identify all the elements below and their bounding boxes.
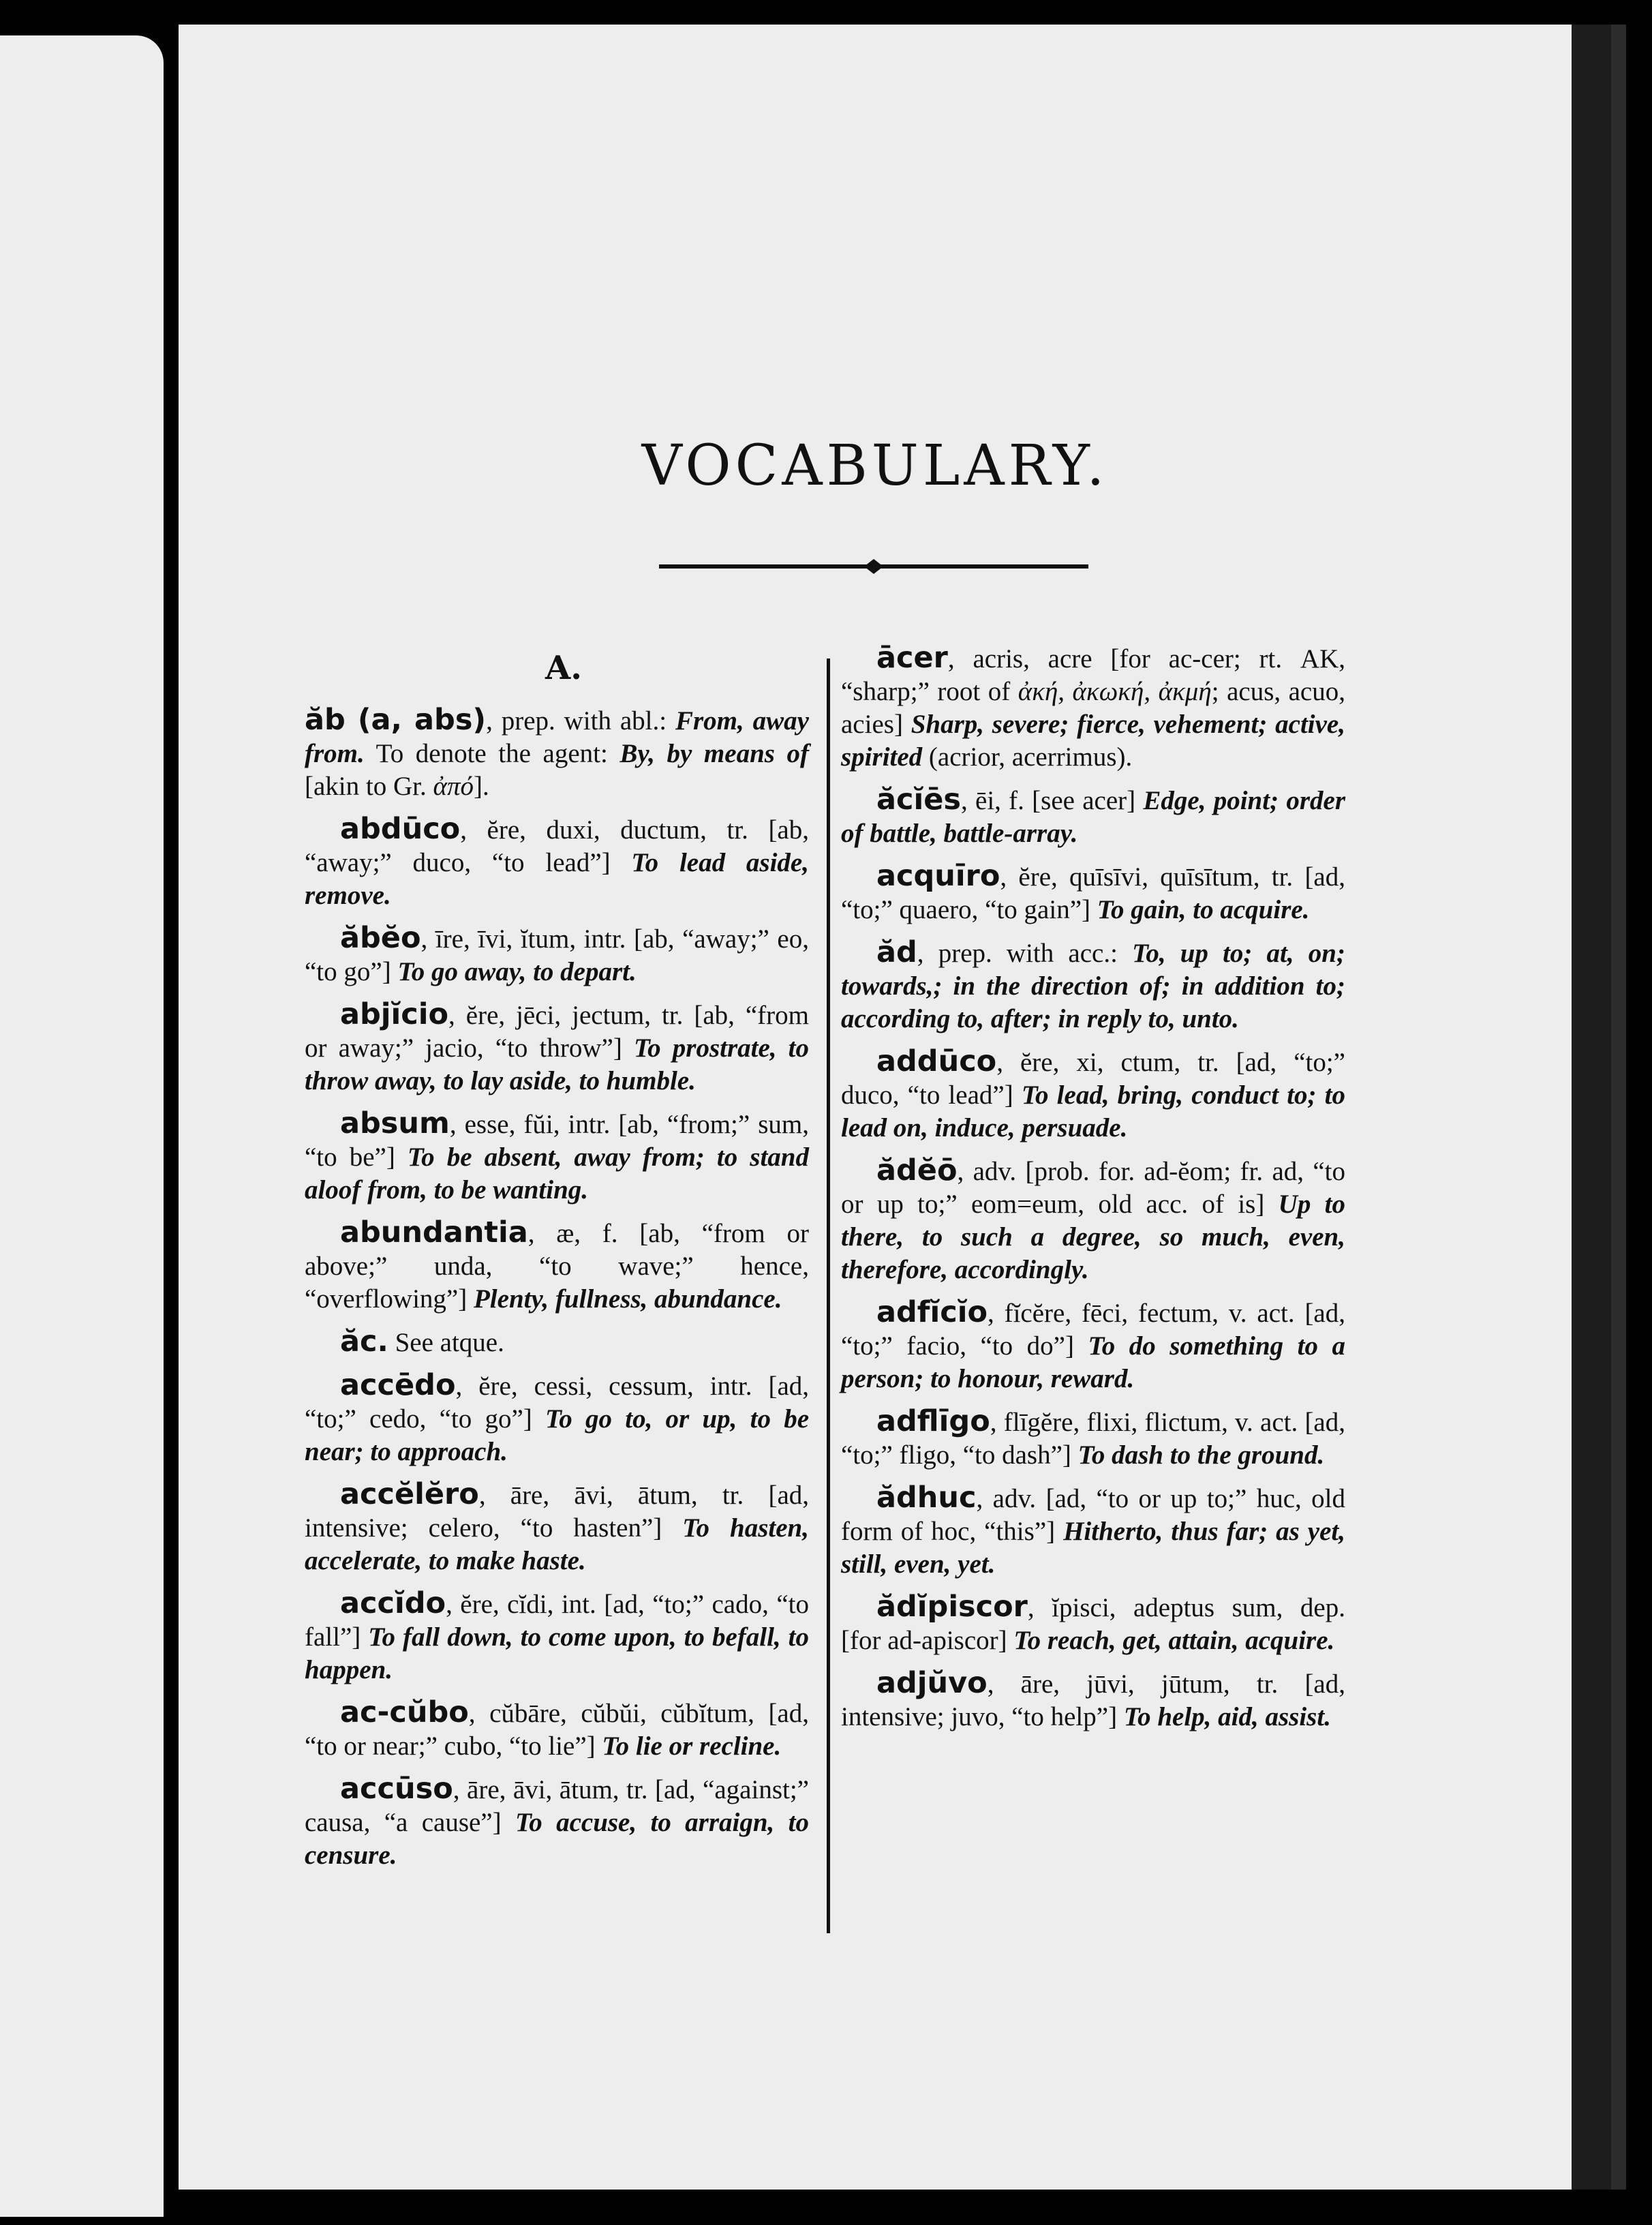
- vocab-entry: [305, 1107, 809, 1207]
- entry-definition: To, up to; at, on; towards,; in the direction of; in addition to; according to, after; in reply to, unto.: [841, 939, 1345, 1033]
- entry-headword: accĕlĕro: [340, 1477, 479, 1511]
- entry-definition: To go to, or up, to be near; to approach.: [305, 1404, 810, 1466]
- column-divider: [827, 659, 830, 1933]
- entry-definition: To lead, bring, conduct to; to lead on, induce, persuade.: [841, 1080, 1345, 1142]
- entry-definition: To hasten, accelerate, to make haste.: [305, 1513, 809, 1575]
- entry-headword: ăcĭēs: [876, 783, 962, 817]
- entry-definition: To be absent, away from; to stand aloof from, to be wanting.: [305, 1142, 809, 1205]
- entry-headword: accūso: [340, 1772, 453, 1806]
- entry-definition: Plenty, fullness, abundance.: [473, 1284, 782, 1314]
- vocab-entry: [305, 1478, 809, 1577]
- entry-headword: adjŭvo: [876, 1666, 988, 1700]
- entry-text: , æ, f. [ab, “from or above;” unda, “to wave;” hence, “overflowing”]: [305, 1219, 809, 1314]
- entry-text: (acrior, acerrimus).: [922, 742, 1133, 772]
- page-title: VOCABULARY.: [641, 434, 1109, 498]
- entry-text: , ĕre, jēci, jectum, tr. [ab, “from or away;” jacio, “to throw”]: [305, 1001, 809, 1063]
- vocab-entry: [305, 998, 809, 1098]
- entry-headword: ădĭpiscor: [876, 1590, 1028, 1624]
- title-ornament-rule: [656, 549, 1092, 584]
- entry-headword: adflīgo: [876, 1404, 990, 1438]
- entry-text: , ĕre, quīsīvi, quīsītum, tr. [ad, “to;” quaero, “to gain”]: [841, 862, 1345, 924]
- entry-text: , cŭbāre, cŭbŭi, cŭbĭtum, [ad, “to or near;” cubo, “to lie”]: [305, 1699, 809, 1761]
- entry-headword: ădĕō: [876, 1153, 958, 1187]
- entry-text: , adv. [ad, “to or up to;” huc, old form of hoc, “this”]: [841, 1484, 1345, 1546]
- entry-definition: To prostrate, to throw away, to lay aside, to humble.: [305, 1033, 809, 1095]
- entry-text: , ĕre, xi, ctum, tr. [ad, “to;” duco, “to lead”]: [841, 1048, 1345, 1110]
- vocab-entry: [841, 1481, 1345, 1581]
- entry-text: , esse, fŭi, intr. [ab, “from;” sum, “to be”]: [305, 1110, 809, 1172]
- entry-headword: accēdo: [340, 1368, 456, 1402]
- entry-definition: To lead aside, remove.: [305, 848, 809, 910]
- vocab-entry: [305, 1369, 809, 1468]
- entry-text: ].: [473, 772, 489, 801]
- entry-greek: ἀπό: [433, 772, 474, 801]
- vocab-entry: [841, 860, 1345, 926]
- vocab-entry: [305, 1772, 809, 1872]
- entry-headword: ăbĕo: [340, 921, 421, 955]
- entry-definition: To accuse, to arraign, to censure.: [305, 1808, 809, 1870]
- entry-definition: To gain, to acquire.: [1097, 895, 1310, 924]
- page-stack-edge: [1572, 25, 1611, 2190]
- vocab-entry: [841, 783, 1345, 850]
- right-column: [841, 641, 1345, 1743]
- entry-definition: Up to there, to such a degree, so much, even, therefore, accordingly.: [841, 1190, 1346, 1284]
- vocab-entry: [841, 1405, 1345, 1472]
- entry-headword: acquīro: [876, 859, 1000, 893]
- entry-headword: addūco: [876, 1044, 997, 1078]
- entry-text: , īre, īvi, ĭtum, intr. [ab, “away;” eo, “to go”]: [305, 924, 809, 986]
- entry-text: , flīgĕre, flixi, flictum, v. act. [ad, “to;” fligo, “to dash”]: [841, 1408, 1345, 1470]
- entry-text: , ēi, f. [see acer]: [961, 786, 1144, 815]
- entry-definition: Edge, point; order of battle, battle-array.: [841, 786, 1345, 848]
- vocab-entry: [305, 703, 809, 803]
- entry-headword: ācer: [876, 641, 948, 675]
- vocab-entry: [305, 922, 809, 988]
- vocab-entry: [841, 1590, 1345, 1657]
- book-edge: [1611, 25, 1626, 2190]
- entry-text: [akin to Gr.: [305, 772, 433, 801]
- entry-definition: Hitherto, thus far; as yet, still, even, yet.: [841, 1517, 1345, 1579]
- entry-headword: abjĭcio: [340, 997, 449, 1031]
- entry-headword: abdūco: [340, 812, 461, 846]
- entry-text: , prep. with acc.:: [917, 939, 1133, 968]
- entry-definition: To do something to a person; to honour, reward.: [841, 1331, 1345, 1393]
- entry-definition: To reach, get, attain, acquire.: [1013, 1626, 1335, 1655]
- previous-page-edge: [0, 35, 164, 2217]
- entry-text: , ĭpisci, adeptus sum, dep. [for ad-apiscor]: [841, 1593, 1345, 1655]
- entry-definition: To go away, to depart.: [397, 957, 637, 986]
- entry-headword: accĭdo: [340, 1586, 446, 1620]
- entry-greek: ἀκή, ἀκωκή, ἀκμή: [1018, 677, 1212, 706]
- entry-headword: absum: [340, 1106, 450, 1140]
- page: [179, 25, 1572, 2190]
- entry-definition: To lie or recline.: [602, 1731, 782, 1761]
- entry-text: See atque.: [388, 1328, 504, 1357]
- vocab-entry: [305, 1587, 809, 1686]
- entry-text: , ĕre, cĭdi, int. [ad, “to;” cado, “to fall”]: [305, 1590, 809, 1652]
- entry-definition: To help, aid, assist.: [1123, 1702, 1331, 1731]
- entry-headword: ăb (a, abs): [305, 703, 487, 737]
- entry-definition: From, away from.: [305, 706, 809, 768]
- entry-text: ; acus, acuo, acies]: [841, 677, 1345, 739]
- vocab-entry: [305, 813, 809, 912]
- vocab-entry: [841, 1045, 1345, 1145]
- entry-headword: ăc.: [340, 1325, 388, 1359]
- vocab-entry: [305, 1696, 809, 1763]
- entry-text: , fĭcĕre, fēci, fectum, v. act. [ad, “to;” facio, “to do”]: [841, 1299, 1345, 1361]
- entry-definition: To dash to the ground.: [1077, 1440, 1325, 1470]
- entry-definition: By, by means of: [620, 739, 809, 768]
- entry-definition: To fall down, to come upon, to befall, to happen.: [305, 1622, 810, 1684]
- right-entries: [841, 641, 1345, 1734]
- vocab-entry: [841, 1154, 1345, 1286]
- entry-headword: adfĭcĭo: [876, 1295, 988, 1329]
- entry-text: , āre, āvi, ātum, tr. [ad, “against;” causa, “a cause”]: [305, 1775, 809, 1837]
- entry-text: , āre, jūvi, jūtum, tr. [ad, intensive; juvo, “to help”]: [841, 1669, 1345, 1731]
- entry-definition: Sharp, severe; fierce, vehement; active, spirited: [841, 710, 1345, 772]
- entry-text: , adv. [prob. for. ad-ĕom; fr. ad, “to or up to;” eom=eum, old acc. of is]: [841, 1157, 1345, 1219]
- entry-text: , ĕre, duxi, ductum, tr. [ab, “away;” duco, “to lead”]: [305, 815, 809, 877]
- vocab-entry: [841, 936, 1345, 1035]
- entry-text: , prep. with abl.:: [486, 706, 675, 736]
- vocab-entry: [841, 641, 1345, 774]
- entry-text: , āre, āvi, ātum, tr. [ad, intensive; celero, “to hasten”]: [305, 1481, 809, 1543]
- left-entries: [305, 703, 809, 1872]
- entry-headword: ădhuc: [876, 1481, 977, 1515]
- entry-headword: ăd: [876, 935, 917, 969]
- entry-text: , acris, acre [for ac-cer; rt. ΑΚ, “sharp;” root of: [841, 644, 1345, 706]
- vocab-entry: [841, 1667, 1345, 1734]
- section-letter: A.: [545, 649, 582, 687]
- entry-text: , ĕre, cessi, cessum, intr. [ad, “to;” cedo, “to go”]: [305, 1372, 809, 1434]
- entry-text: To denote the agent:: [364, 739, 620, 768]
- vocab-entry: [305, 1216, 809, 1316]
- left-column: [305, 649, 810, 1881]
- entry-headword: ac-cŭbo: [340, 1695, 469, 1729]
- entry-headword: abundantia: [340, 1215, 528, 1250]
- vocab-entry: [841, 1296, 1345, 1395]
- vocab-entry: [305, 1325, 809, 1359]
